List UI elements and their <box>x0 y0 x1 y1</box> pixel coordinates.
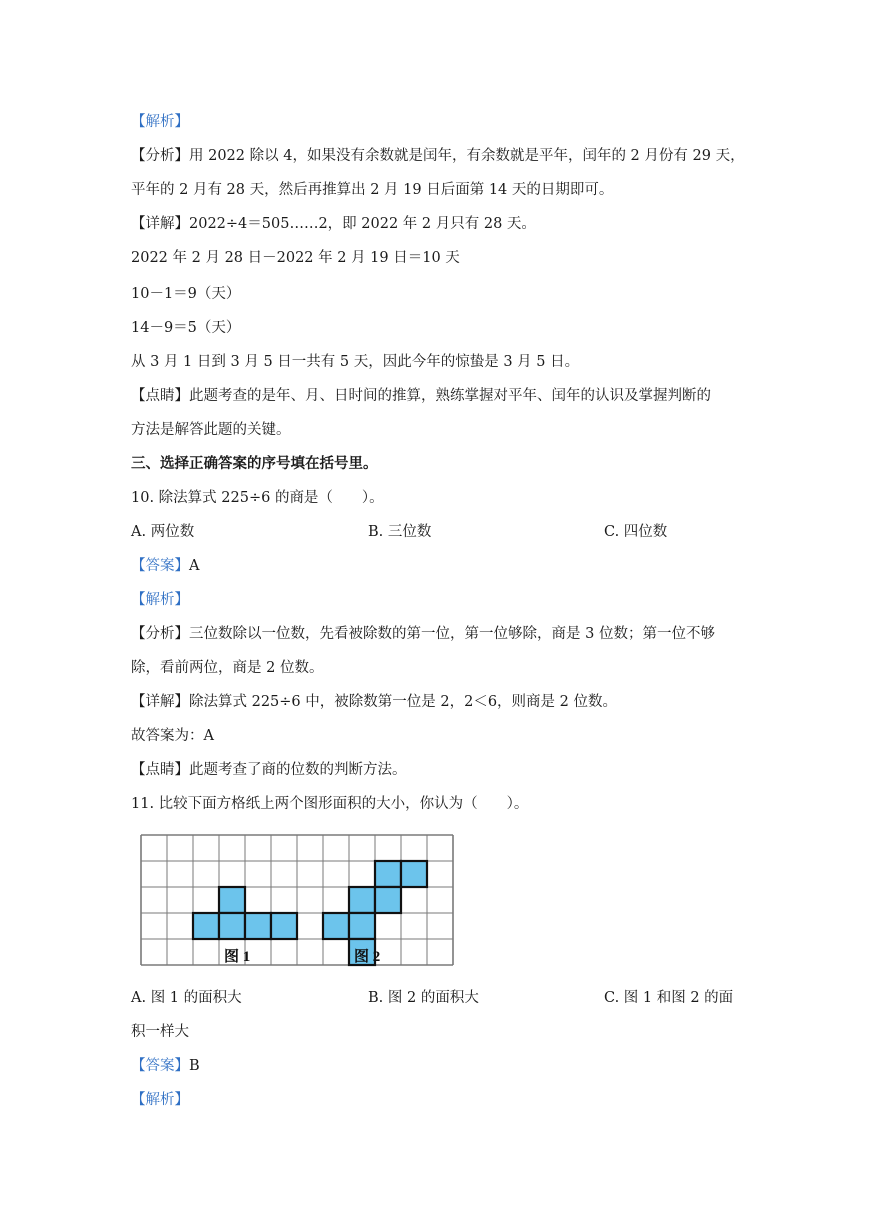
fig2-cell <box>401 861 427 887</box>
calc-line-1: 2022 年 2 月 28 日－2022 年 2 月 19 日＝10 天 <box>131 250 460 266</box>
fig2-cell <box>323 913 349 939</box>
q11-option-b: B. 图 2 的面积大 <box>368 990 479 1006</box>
comment-paragraph-cont: 方法是解答此题的关键。 <box>131 422 291 438</box>
fig1-cell <box>219 913 245 939</box>
q11-stem: 11. 比较下面方格纸上两个图形面积的大小，你认为（ ）。 <box>131 796 529 812</box>
section-title: 三、选择正确答案的序号填在括号里。 <box>131 455 378 472</box>
analysis-paragraph: 【分析】用 2022 除以 4，如果没有余数就是闰年，有余数就是平年，闰年的 2 月份有 29 天， <box>131 148 745 164</box>
fig2-cell <box>349 913 375 939</box>
q10-option-c: C. 四位数 <box>604 524 668 540</box>
q11-option-a: A. 图 1 的面积大 <box>131 990 242 1006</box>
analysis-paragraph-cont: 平年的 2 月有 28 天，然后再推算出 2 月 19 日后面第 14 天的日期即可。 <box>131 182 614 198</box>
q10-analysis-paragraph-cont: 除，看前两位，商是 2 位数。 <box>131 660 324 676</box>
fig2-cell <box>375 861 401 887</box>
q10-comment: 【点睛】此题考查了商的位数的判断方法。 <box>131 762 407 778</box>
calc-line-3: 14－9＝5（天） <box>131 320 241 336</box>
q10-stem: 10. 除法算式 225÷6 的商是（ ）。 <box>131 490 384 506</box>
fig1-cell <box>219 887 245 913</box>
fig1-label: 图 1 <box>224 949 251 965</box>
fig1-cell <box>193 913 219 939</box>
q10-option-b: B. 三位数 <box>368 524 432 540</box>
fig2-cell <box>375 887 401 913</box>
q11-option-c: C. 图 1 和图 2 的面 <box>604 990 734 1006</box>
q10-analysis-heading: 【解析】 <box>131 592 189 608</box>
q10-detail-paragraph: 【详解】除法算式 225÷6 中，被除数第一位是 2，2＜6，则商是 2 位数。 <box>131 694 617 710</box>
q10-answer: 【答案】A <box>131 558 200 574</box>
q11-analysis-heading: 【解析】 <box>131 1092 189 1108</box>
comment-paragraph: 【点睛】此题考查的是年、月、日时间的推算，熟练掌握对平年、闰年的认识及掌握判断的 <box>131 388 711 404</box>
fig1-cell <box>271 913 297 939</box>
grid-lines <box>141 835 453 965</box>
q11-option-c-cont: 积一样大 <box>131 1024 189 1040</box>
detail-paragraph: 【详解】2022÷4＝505……2，即 2022 年 2 月只有 28 天。 <box>131 216 536 232</box>
grid-figure <box>140 834 456 970</box>
q11-answer: 【答案】B <box>131 1058 200 1074</box>
calc-line-2: 10－1＝9（天） <box>131 286 241 302</box>
conclusion-line: 从 3 月 1 日到 3 月 5 日一共有 5 天，因此今年的惊蛰是 3 月 5 日。 <box>131 354 580 370</box>
q10-final-answer: 故答案为：A <box>131 728 214 744</box>
fig2-label: 图 2 <box>354 949 381 965</box>
fig1-cell <box>245 913 271 939</box>
q10-analysis-paragraph: 【分析】三位数除以一位数，先看被除数的第一位，第一位够除，商是 3 位数；第一位不够 <box>131 626 715 642</box>
q10-option-a: A. 两位数 <box>131 524 195 540</box>
fig2-cell <box>349 887 375 913</box>
analysis-heading: 【解析】 <box>131 114 189 130</box>
